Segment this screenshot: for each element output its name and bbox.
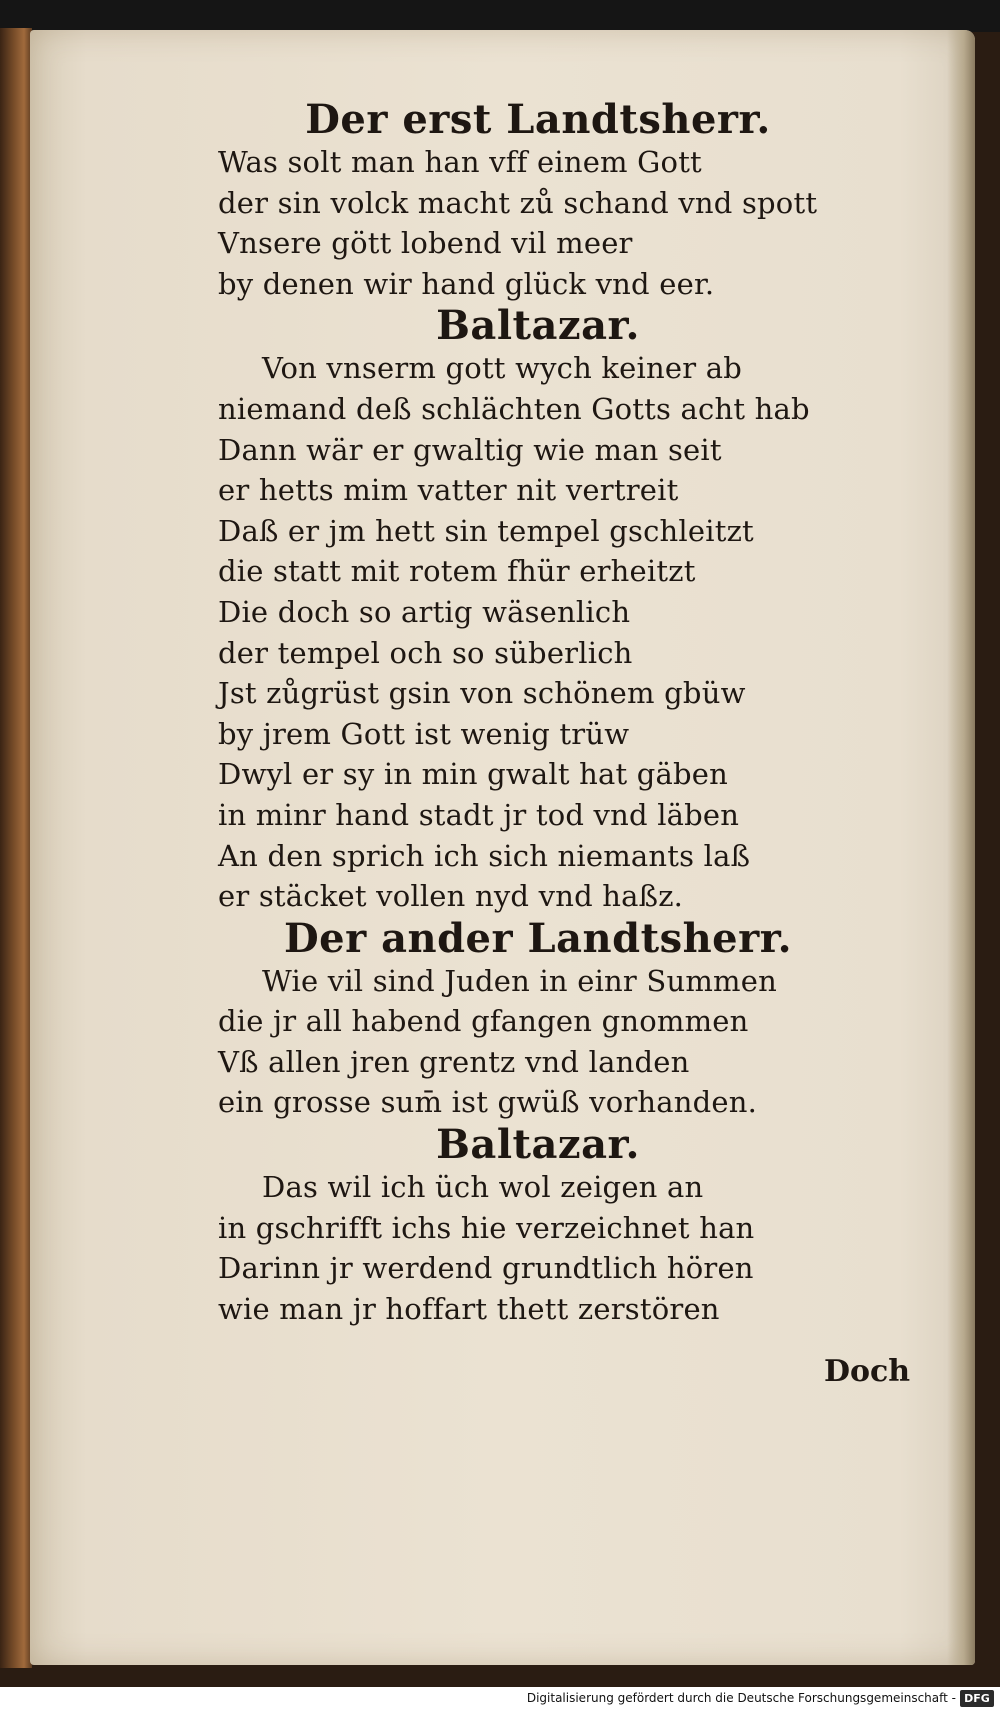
verse-line: er stäcket vollen nyd vnd haßz.: [218, 879, 684, 914]
verse-line: ein grosse sum̄ ist gwüß vorhanden.: [218, 1085, 758, 1120]
verse-line: die statt mit rotem fhür erheitzt: [218, 554, 696, 589]
verse-line: in minr hand stadt jr tod vnd läben: [218, 797, 740, 832]
catchword: Doch: [824, 1354, 911, 1389]
verse-line: Daß er jm hett sin tempel gschleitzt: [218, 513, 754, 548]
section-heading: Der erst Landtsherr.: [305, 96, 771, 143]
verse-line: die jr all habend gfangen gnommen: [218, 1004, 749, 1039]
verse-line: der tempel och so süberlich: [218, 635, 633, 670]
verse-line: Vnsere gött lobend vil meer: [218, 226, 633, 261]
verse-line: er hetts mim vatter nit vertreit: [218, 473, 679, 508]
verse-line: der sin volck macht zů schand vnd spott: [218, 185, 818, 220]
dfg-logo-icon: DFG: [960, 1690, 994, 1707]
funding-notice: Digitalisierung gefördert durch die Deutsche Forschungsgemeinschaft -: [526, 1691, 956, 1705]
verse-line: Darinn jr werdend grundtlich hören: [218, 1251, 754, 1286]
verse-line: Die doch so artig wäsenlich: [218, 594, 631, 629]
scan-background-top: [0, 0, 1000, 32]
verse-line: Vß allen jren grentz vnd landen: [218, 1044, 690, 1079]
verse-line: An den sprich ich sich niemants laß: [218, 838, 751, 873]
verse-line: by jrem Gott ist wenig trüw: [218, 716, 630, 751]
section-heading: Baltazar.: [436, 1121, 640, 1169]
poem-text-block: [218, 98, 858, 1329]
verse-line: niemand deß schlächten Gotts acht hab: [218, 391, 810, 426]
verse-line: by denen wir hand glück vnd eer.: [218, 266, 715, 301]
footer-bar: [0, 1687, 1000, 1711]
verse-line: Wie vil sind Juden in einr Summen: [262, 963, 777, 998]
book-spine: [0, 28, 32, 1668]
verse-line: Dwyl er sy in min gwalt hat gäben: [218, 757, 729, 792]
verse-line: Dann wär er gwaltig wie man seit: [218, 432, 722, 467]
page-edge-shadow: [947, 30, 975, 1665]
verse-line: Das wil ich üch wol zeigen an: [262, 1170, 704, 1205]
verse-line: Was solt man han vff einem Gott: [218, 145, 702, 179]
verse-line: wie man jr hoffart thett zerstören: [218, 1291, 720, 1326]
verse-line: Von vnserm gott wych keiner ab: [262, 351, 742, 386]
verse-line: in gschrifft ichs hie verzeichnet han: [218, 1210, 755, 1245]
section-heading: Der ander Landtsherr.: [283, 914, 793, 962]
section-heading: Baltazar.: [436, 302, 640, 350]
verse-line: Jst zůgrüst gsin von schönem gbüw: [218, 676, 746, 711]
